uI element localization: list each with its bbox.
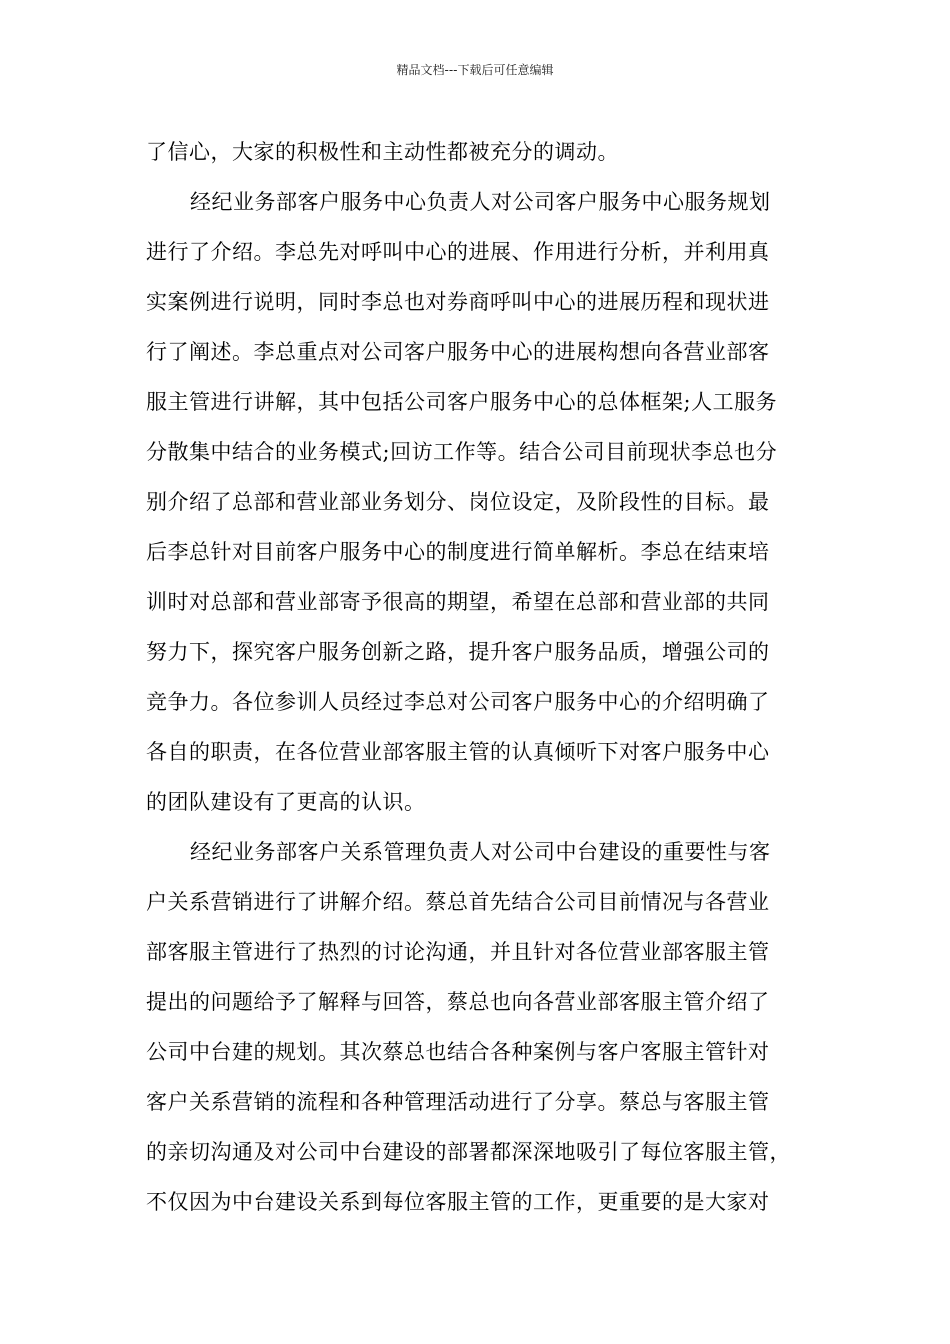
text-line-2: 经纪业务部客户服务中心负责人对公司客户服务中心服务规划 — [190, 190, 771, 214]
text-line-17: 部客服主管进行了热烈的讨论沟通，并且针对各位营业部客服主管 — [146, 940, 770, 964]
text-line-7: 分散集中结合的业务模式;回访工作等。结合公司目前现状李总也分 — [146, 440, 778, 464]
text-line-1: 了信心，大家的积极性和主动性都被充分的调动。 — [146, 140, 619, 164]
text-line-8: 别介绍了总部和营业部业务划分、岗位设定，及阶段性的目标。最 — [146, 490, 770, 514]
text-line-10: 训时对总部和营业部寄予很高的期望，希望在总部和营业部的共同 — [146, 590, 770, 614]
document-body — [146, 132, 826, 1232]
text-line-3: 进行了介绍。李总先对呼叫中心的进展、作用进行分析，并利用真 — [146, 240, 770, 264]
text-line-11: 努力下，探究客户服务创新之路，提升客户服务品质，增强公司的 — [146, 640, 770, 664]
text-line-5: 行了阐述。李总重点对公司客户服务中心的进展构想向各营业部客 — [146, 340, 770, 364]
text-line-19: 公司中台建的规划。其次蔡总也结合各种案例与客户客服主管针对 — [146, 1040, 770, 1064]
text-line-15: 经纪业务部客户关系管理负责人对公司中台建设的重要性与客 — [190, 840, 771, 864]
text-line-6: 服主管进行讲解，其中包括公司客户服务中心的总体框架;人工服务 — [146, 390, 778, 414]
text-line-13: 各自的职责，在各位营业部客服主管的认真倾听下对客户服务中心 — [146, 740, 770, 764]
text-line-14: 的团队建设有了更高的认识。 — [146, 790, 426, 814]
text-line-16: 户关系营销进行了讲解介绍。蔡总首先结合公司目前情况与各营业 — [146, 890, 770, 914]
text-line-18: 提出的问题给予了解释与回答，蔡总也向各营业部客服主管介绍了 — [146, 990, 770, 1014]
text-line-12: 竞争力。各位参训人员经过李总对公司客户服务中心的介绍明确了 — [146, 690, 770, 714]
text-line-20: 客户关系营销的流程和各种管理活动进行了分享。蔡总与客服主管 — [146, 1090, 770, 1114]
text-line-4: 实案例进行说明，同时李总也对券商呼叫中心的进展历程和现状进 — [146, 290, 770, 314]
text-line-9: 后李总针对目前客户服务中心的制度进行简单解析。李总在结束培 — [146, 540, 770, 564]
page-header: 精品文档---下载后可任意编辑 — [396, 63, 554, 77]
text-line-22: 不仅因为中台建设关系到每位客服主管的工作，更重要的是大家对 — [146, 1190, 770, 1214]
text-line-21: 的亲切沟通及对公司中台建设的部署都深深地吸引了每位客服主管， — [146, 1140, 791, 1164]
